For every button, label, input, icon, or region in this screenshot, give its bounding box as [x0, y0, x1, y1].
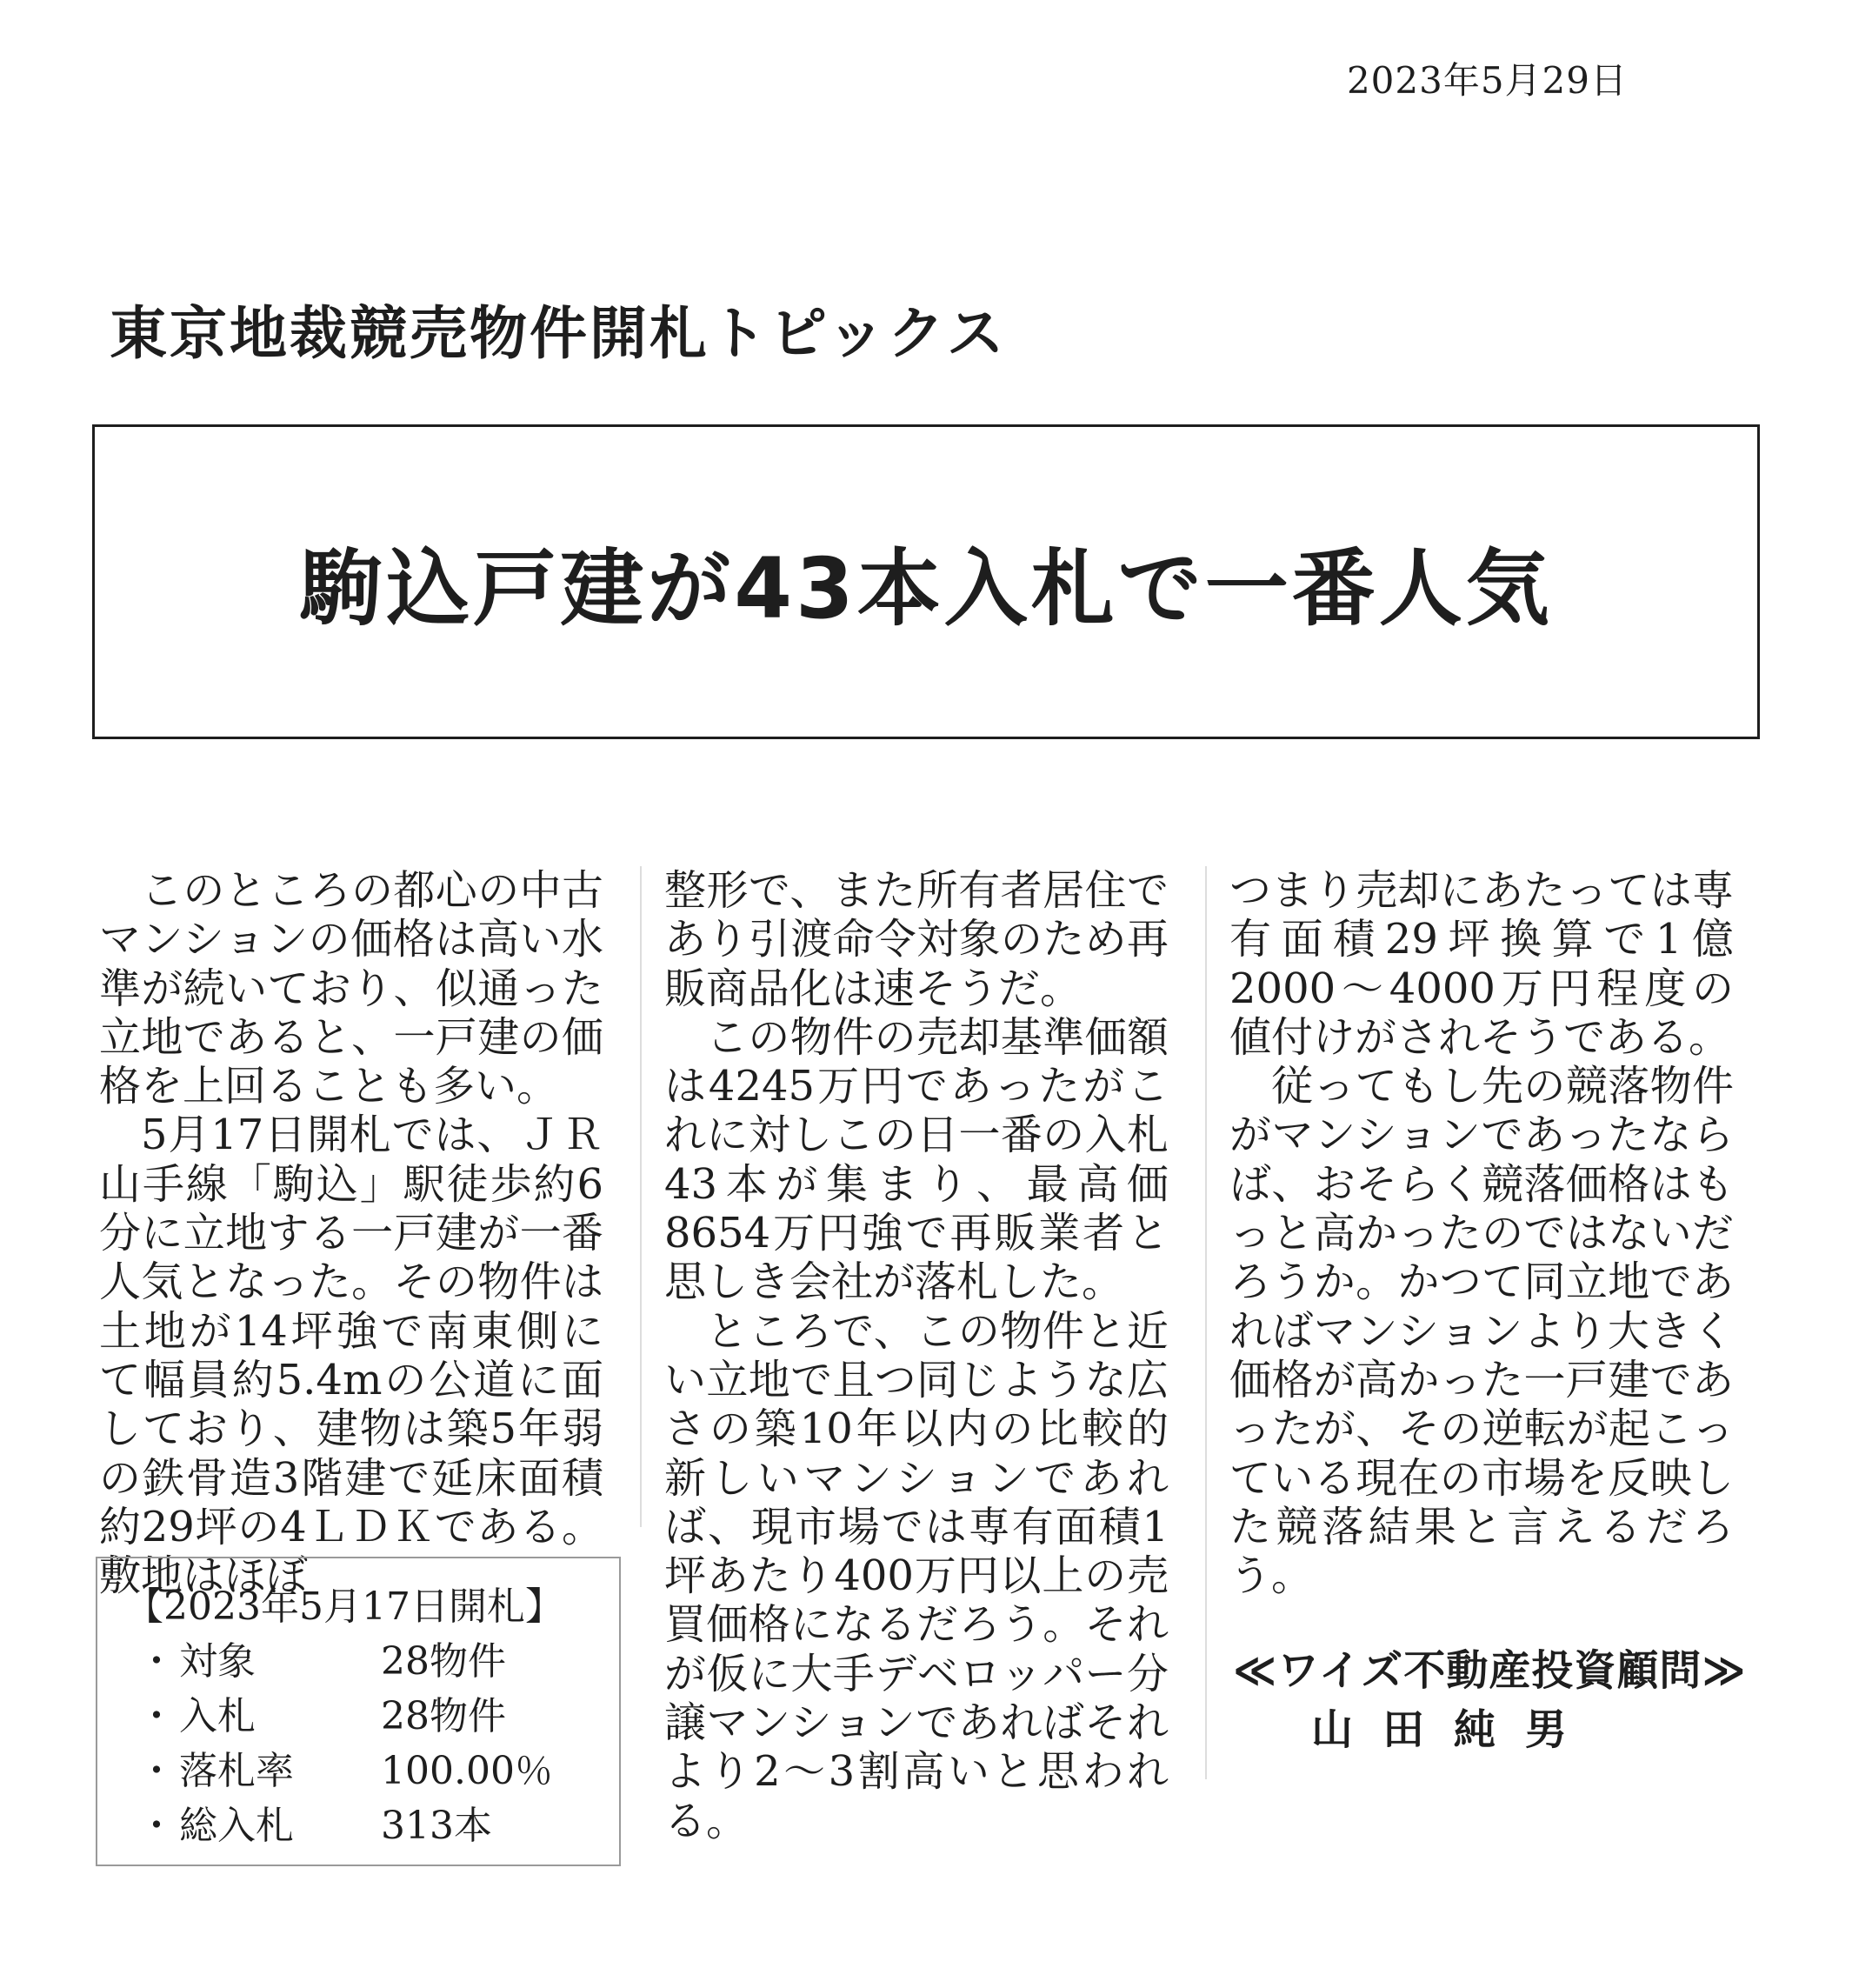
author-organization: ≪ワイズ不動産投資顧問≫ — [1233, 1646, 1747, 1695]
auction-summary-box — [96, 1557, 621, 1866]
summary-label: ・ 総入札 — [179, 1798, 381, 1853]
column-divider — [640, 866, 642, 1527]
topic-heading: 東京地裁競売物件開札トピックス — [110, 300, 1007, 367]
summary-row — [125, 1634, 619, 1689]
headline: 駒込戸建が43本入札で一番人気 — [299, 539, 1553, 637]
summary-row — [125, 1689, 619, 1744]
summary-value: 313本 — [381, 1804, 492, 1848]
paragraph: 5月17日開札では、ＪＲ山手線「駒込」駅徒歩約6分に立地する一戸建が一番人気となった。その物件は土地が14坪強で南東側にて幅員約5.4mの公道に面しており、建物は築5年弱の鉄骨造3階建で延床面積約29坪の4ＬＤＫである。敷地はほぼ — [99, 1111, 603, 1601]
summary-value: 100.00％ — [381, 1749, 553, 1793]
article-column-3 — [1229, 866, 1734, 1600]
author-name: 山田純男 — [1311, 1705, 1597, 1754]
column-divider — [1205, 866, 1207, 1779]
article-column-2 — [664, 866, 1169, 1845]
paragraph: 整形で、また所有者居住であり引渡命令対象のため再販商品化は速そうだ。 — [664, 866, 1169, 1013]
paragraph: このところの都心の中古マンションの価格は高い水準が続いており、似通った立地であると、一戸建の価格を上回ることも多い。 — [99, 866, 603, 1111]
summary-label: ・ 入札 — [179, 1689, 381, 1744]
paragraph: 従ってもし先の競落物件がマンションであったならば、おそらく競落価格はもっと高かったのではないだろうか。かつて同立地であればマンションより大きく価格が高かった一戸建であったが、その逆転が起こっている現在の市場を反映した競落結果と言えるだろう。 — [1229, 1062, 1734, 1601]
summary-row — [125, 1744, 619, 1798]
summary-value: 28物件 — [381, 1694, 506, 1738]
paragraph: この物件の売却基準価額は4245万円であったがこれに対しこの日一番の入札43本が集まり、最高価8654万円強で再販業者と思しき会社が落札した。 — [664, 1012, 1169, 1307]
headline-box — [92, 424, 1760, 739]
summary-label: ・ 落札率 — [179, 1744, 381, 1798]
summary-value: 28物件 — [381, 1639, 506, 1684]
article-date: 2023年5月29日 — [1346, 59, 1628, 102]
paragraph: つまり売却にあたっては専有面積29坪換算で1億2000～4000万円程度の値付けがされそうである。 — [1229, 866, 1734, 1062]
summary-row — [125, 1798, 619, 1853]
summary-label: ・ 対象 — [179, 1634, 381, 1689]
article-column-1 — [99, 866, 603, 1600]
summary-title: 【2023年5月17日開札】 — [125, 1584, 563, 1629]
paragraph: ところで、この物件と近い立地で且つ同じような広さの築10年以内の比較的新しいマンションであれば、現市場では専有面積1坪あたり400万円以上の売買価格になるだろう。それが仮に大手デベロッパー分譲マンションであればそれより2～3割高いと思われる。 — [664, 1306, 1169, 1845]
